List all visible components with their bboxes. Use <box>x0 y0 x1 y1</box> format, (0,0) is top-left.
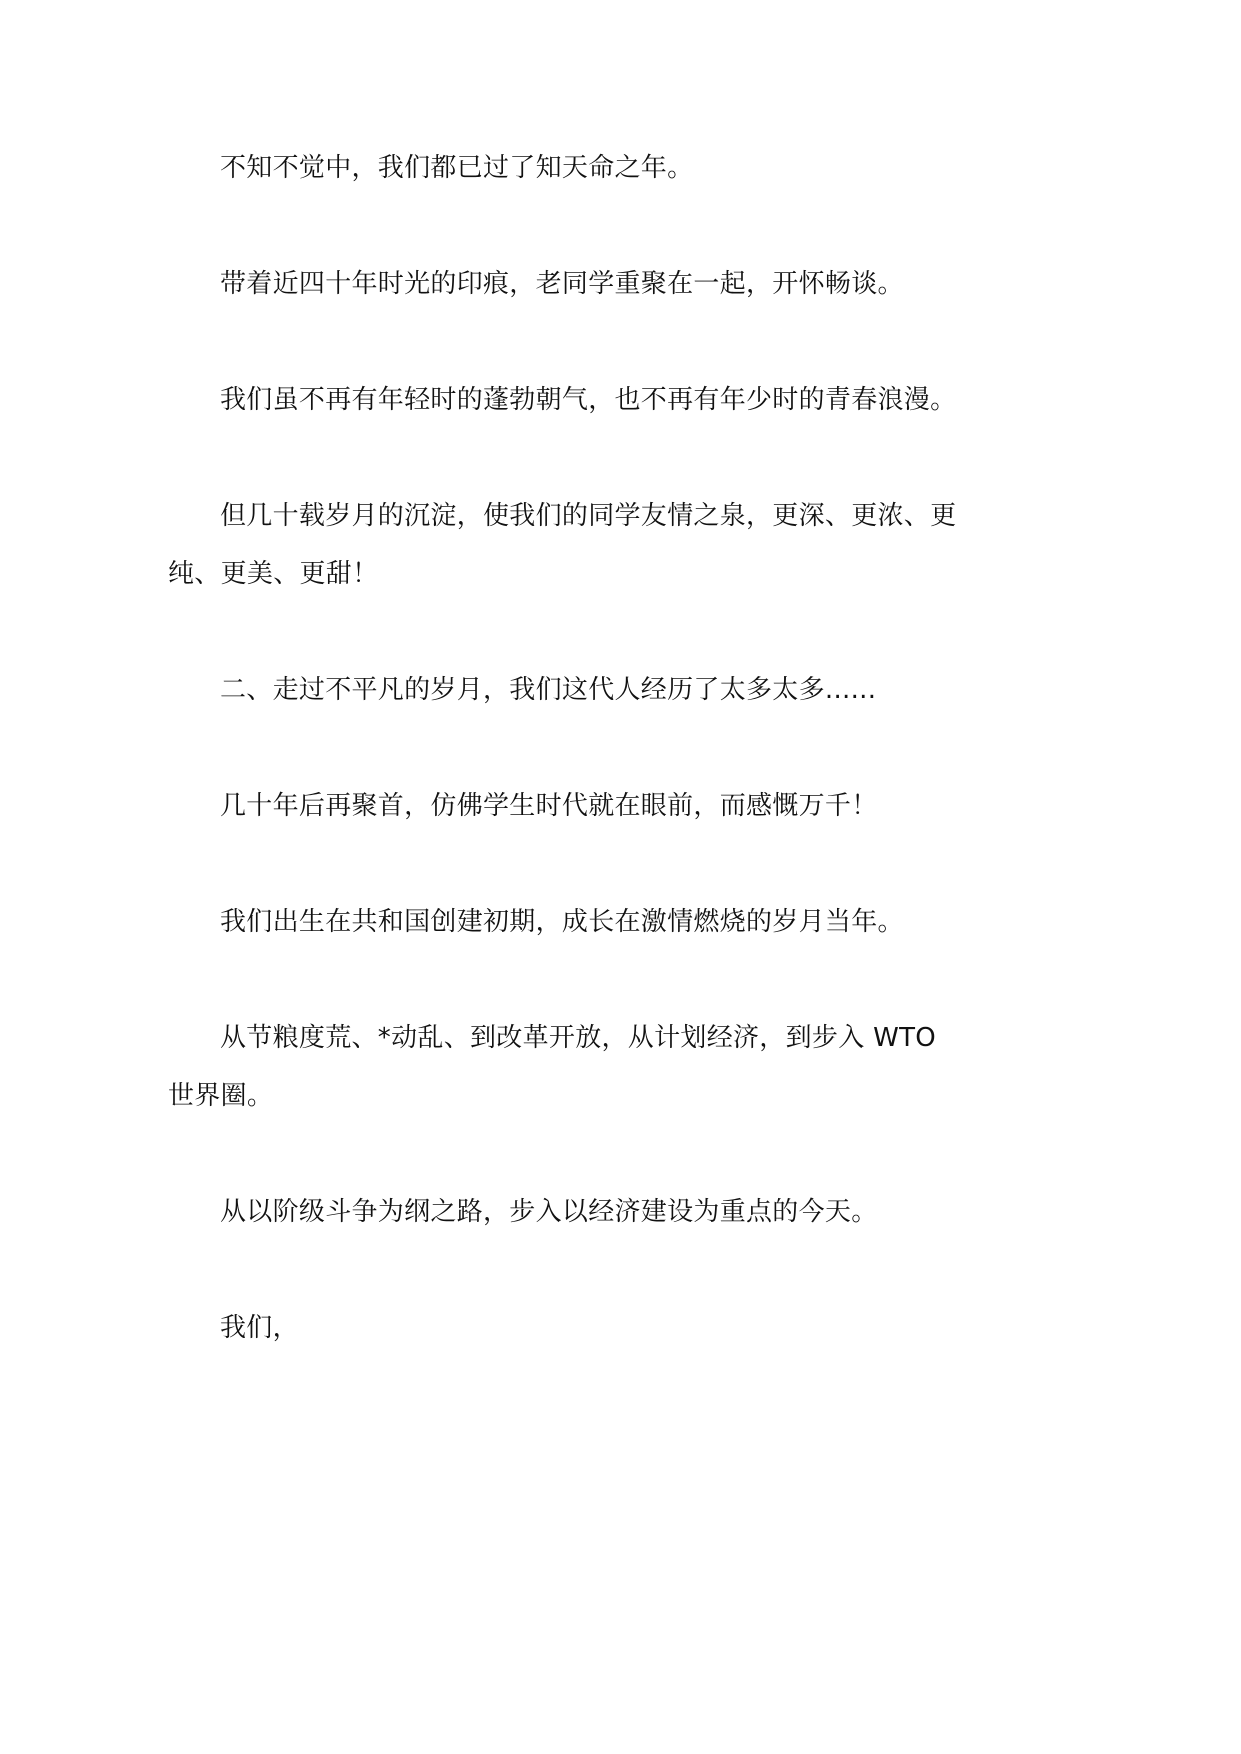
text-line: 几十年后再聚首，仿佛学生时代就在眼前，而感慨万千！ <box>220 791 878 821</box>
paragraph <box>168 371 1008 429</box>
text-line: 纯、更美、更甜！ <box>168 559 379 589</box>
paragraph <box>168 487 1008 603</box>
text-line: 二、走过不平凡的岁月，我们这代人经历了太多太多...... <box>220 675 877 705</box>
text-line: 不知不觉中，我们都已过了知天命之年。 <box>220 153 694 183</box>
text-line: 从以阶级斗争为纲之路，步入以经济建设为重点的今天。 <box>220 1197 878 1227</box>
document-body <box>168 139 1008 1415</box>
text-line: 从节粮度荒、*动乱、到改革开放，从计划经济，到步入 WTO <box>220 1023 937 1053</box>
paragraph <box>168 1183 1008 1241</box>
paragraph <box>168 139 1008 197</box>
paragraph <box>168 777 1008 835</box>
text-line: 带着近四十年时光的印痕，老同学重聚在一起，开怀畅谈。 <box>220 269 904 299</box>
paragraph <box>168 661 1008 719</box>
text-line: 我们， <box>220 1313 299 1343</box>
paragraph <box>168 255 1008 313</box>
text-line: 我们虽不再有年轻时的蓬勃朝气，也不再有年少时的青春浪漫。 <box>220 385 957 415</box>
text-line: 世界圈。 <box>168 1081 274 1111</box>
paragraph <box>168 1009 1008 1125</box>
text-line: 我们出生在共和国创建初期，成长在激情燃烧的岁月当年。 <box>220 907 904 937</box>
paragraph <box>168 1299 1008 1357</box>
text-line: 但几十载岁月的沉淀，使我们的同学友情之泉，更深、更浓、更 <box>220 501 957 531</box>
paragraph <box>168 893 1008 951</box>
